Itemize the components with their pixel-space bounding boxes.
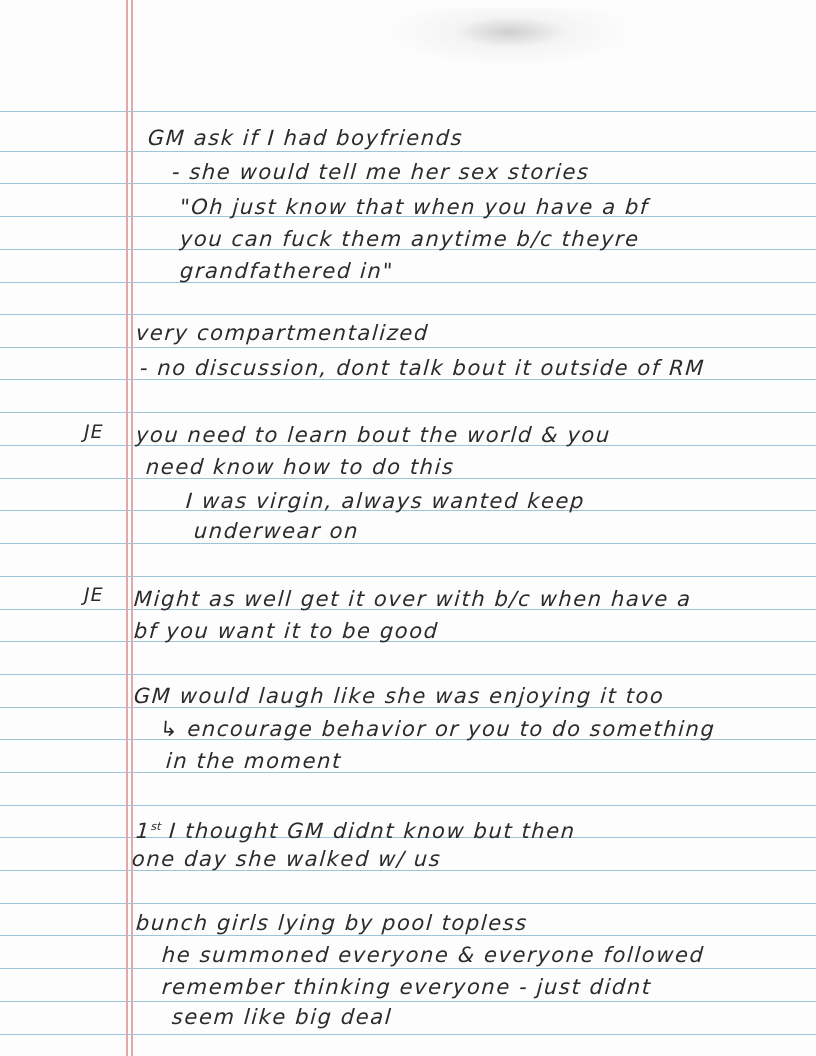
note-line: in the moment xyxy=(165,749,343,773)
ruled-line xyxy=(0,576,816,577)
note-line: you need to learn bout the world & you xyxy=(135,423,612,447)
note-line: he summoned everyone & everyone followed xyxy=(161,943,706,967)
ruled-line xyxy=(0,1001,816,1002)
ruled-line xyxy=(0,903,816,904)
ruled-line xyxy=(0,282,816,283)
margin-line xyxy=(126,0,128,1056)
note-line xyxy=(135,813,577,845)
note-line: - no discussion, dont talk bout it outside of RM xyxy=(139,356,706,380)
ruled-line xyxy=(0,111,816,112)
note-line: you can fuck them anytime b/c theyre xyxy=(179,227,641,251)
note-line-text: I thought GM didnt know but then xyxy=(168,819,577,843)
note-line: "Oh just know that when you have a bf xyxy=(179,195,650,219)
note-line: underwear on xyxy=(193,519,360,543)
note-line: one day she walked w/ us xyxy=(131,847,443,871)
note-line: - she would tell me her sex stories xyxy=(171,160,591,184)
note-line: need know how to do this xyxy=(145,455,456,479)
ordinal-number: 1 xyxy=(135,819,152,843)
note-line: grandfathered in" xyxy=(179,259,395,283)
note-line: ↳ encourage behavior or you to do something xyxy=(159,717,717,741)
ruled-line xyxy=(0,674,816,675)
note-line: GM would laugh like she was enjoying it too xyxy=(133,684,666,708)
note-line: seem like big deal xyxy=(171,1005,394,1029)
ruled-line xyxy=(0,314,816,315)
ruled-line xyxy=(0,412,816,413)
ordinal-suffix: st xyxy=(150,820,162,833)
ruled-line xyxy=(0,543,816,544)
note-line: I was virgin, always wanted keep xyxy=(185,489,586,513)
note-line: GM ask if I had boyfriends xyxy=(147,126,465,150)
note-line: remember thinking everyone - just didnt xyxy=(161,975,653,999)
margin-line xyxy=(131,0,133,1056)
ruled-line xyxy=(0,347,816,348)
ruled-line xyxy=(0,805,816,806)
note-line: very compartmentalized xyxy=(135,321,430,345)
ruled-line xyxy=(0,1034,816,1035)
note-line: bf you want it to be good xyxy=(133,619,440,643)
note-line: bunch girls lying by pool topless xyxy=(135,911,529,935)
note-line: Might as well get it over with b/c when have a xyxy=(133,587,693,611)
speaker-initials: JE xyxy=(84,584,104,606)
speaker-initials: JE xyxy=(84,421,104,443)
ruled-line xyxy=(0,772,816,773)
paper-crease xyxy=(380,8,640,68)
